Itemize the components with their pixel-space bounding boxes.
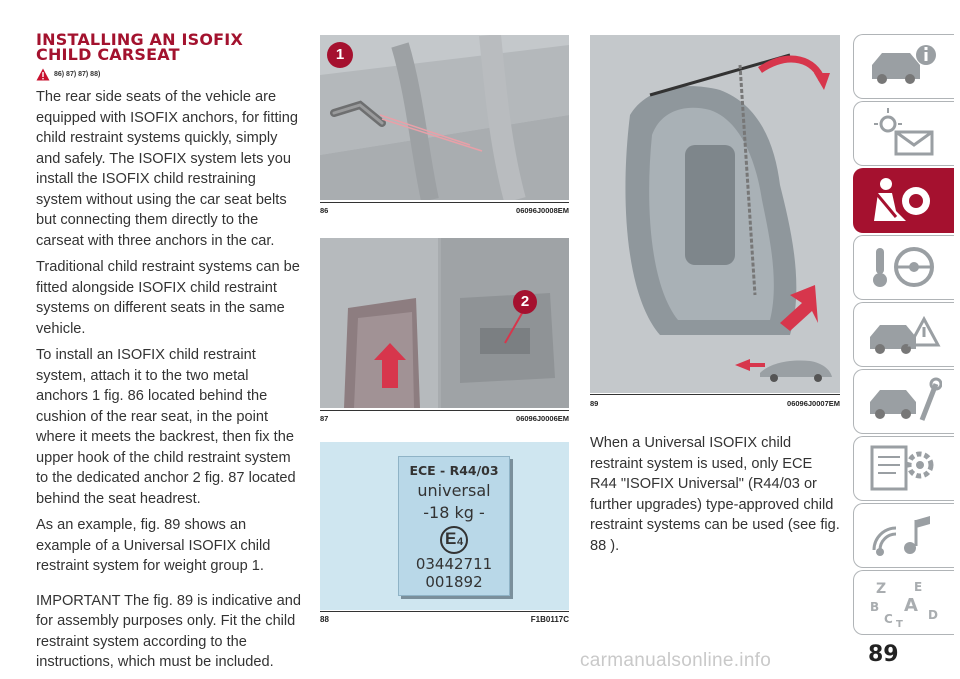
ece-weight-range: -18 kg - (423, 503, 485, 522)
index-letter: E (914, 580, 923, 594)
car-breakdown-icon (866, 309, 942, 359)
paragraph: To install an ISOFIX child restraint system, attach it to the two metal anchors 1 fig. 86 located behind the cushion of the rear seat, in the point where it meets the backrest, then fix the upper hook of the child restraint system to the dedicated anchor 2 fig. 87 located behind the seat headrest. (36, 347, 296, 507)
body-column-right (590, 433, 840, 562)
sidebar-tab-multimedia[interactable] (853, 503, 954, 568)
figure-87-image (320, 238, 569, 408)
figure-86-caption (320, 206, 569, 215)
key-steering-wheel-icon (866, 242, 942, 292)
figure-number: 87 (320, 414, 329, 423)
page-number: 89 (868, 642, 899, 667)
approval-mark-number: 4 (457, 536, 464, 548)
paragraph: IMPORTANT The fig. 89 is indicative and for assembly purposes only. Fit the child restraint system according to the instructions, which must be included. (36, 592, 301, 670)
figure-code: 06096J0007EM (787, 399, 840, 408)
ece-category: universal (417, 481, 491, 500)
ece-serial-number: 001892 (425, 573, 483, 591)
figure-code: 06096J0006EM (516, 414, 569, 423)
sidebar-tab-starting-driving[interactable] (853, 235, 954, 300)
sidebar-tab-safety[interactable] (853, 168, 954, 233)
warning-references: 86) 87) 87) 88) (54, 71, 101, 78)
figure-89-caption (590, 399, 840, 408)
warning-lights-icon (866, 108, 942, 158)
sidebar-tab-index[interactable] (853, 570, 954, 635)
figure-number: 89 (590, 399, 599, 408)
index-letter: B (870, 600, 880, 614)
body-column-left (36, 87, 304, 679)
ece-standard: ECE - R44/03 (409, 463, 499, 478)
ece-approval-mark (440, 526, 468, 554)
isofix-anchor-illustration (320, 35, 569, 200)
paragraph: When a Universal ISOFIX child restraint system is used, only ECE R44 "ISOFIX Universal" (R44/03 or further upgrades) type-approved child restraint systems can be used (see fig. 88 ). (590, 435, 840, 554)
index-letter: T (896, 619, 903, 627)
figure-86-image (320, 35, 569, 200)
figure-code: F1B0117C (530, 615, 569, 624)
warning-triangle-icon (36, 68, 50, 81)
sidebar-tab-car-info[interactable] (853, 34, 954, 99)
figure-87-caption (320, 414, 569, 423)
index-letter: Z (876, 581, 887, 597)
figure-divider (320, 611, 569, 612)
specs-gear-icon (866, 443, 942, 493)
top-tether-anchor-illustration (320, 238, 569, 408)
figure-number: 88 (320, 615, 329, 624)
paragraph: The rear side seats of the vehicle are equipped with ISOFIX anchors, for fitting child restraint systems quickly, simply and safely. The ISOFIX system lets you install the ISOFIX child restraining system without using the car seat belts but connecting them directly to the carseat with three anchors in the car. (36, 89, 299, 249)
paragraph: Traditional child restraint systems can be fitted alongside ISOFIX child restraint systems on different seats in the same vehicle. (36, 259, 300, 337)
figure-88-caption (320, 615, 569, 624)
sidebar-tab-emergency[interactable] (853, 302, 954, 367)
index-letter: C (884, 612, 893, 626)
index-letter: D (928, 608, 938, 622)
multimedia-icon (866, 510, 942, 560)
figure-86-callout: 1 (335, 46, 345, 63)
section-heading: INSTALLING AN ISOFIX CHILD CARSEAT (36, 30, 243, 64)
approval-mark-letter: E (445, 529, 457, 548)
figure-88-image (320, 442, 569, 610)
figure-divider (320, 202, 569, 203)
sidebar-tab-servicing[interactable] (853, 369, 954, 434)
airbag-seatbelt-icon (866, 175, 942, 225)
paragraph: As an example, fig. 89 shows an example of a Universal ISOFIX child restraint system for weight group 1. (36, 517, 271, 574)
ece-approval-label (398, 456, 510, 596)
figure-89-image (590, 35, 840, 393)
warning-reference-row (36, 68, 100, 81)
car-info-icon (866, 41, 942, 91)
index-letter: A (904, 595, 918, 616)
car-maintenance-icon (866, 376, 942, 426)
watermark: carmanualsonline.info (580, 650, 772, 671)
figure-divider (590, 394, 840, 395)
figure-87-callout: 2 (520, 293, 530, 310)
sidebar-tab-technical-specs[interactable] (853, 436, 954, 501)
figure-code: 06096J0008EM (516, 206, 569, 215)
sidebar-tab-warning-lights[interactable] (853, 101, 954, 166)
isofix-child-seat-illustration (590, 35, 840, 393)
ece-approval-number: 03442711 (415, 555, 493, 573)
figure-number: 86 (320, 206, 329, 215)
figure-divider (320, 410, 569, 411)
index-letters-icon (866, 577, 942, 627)
